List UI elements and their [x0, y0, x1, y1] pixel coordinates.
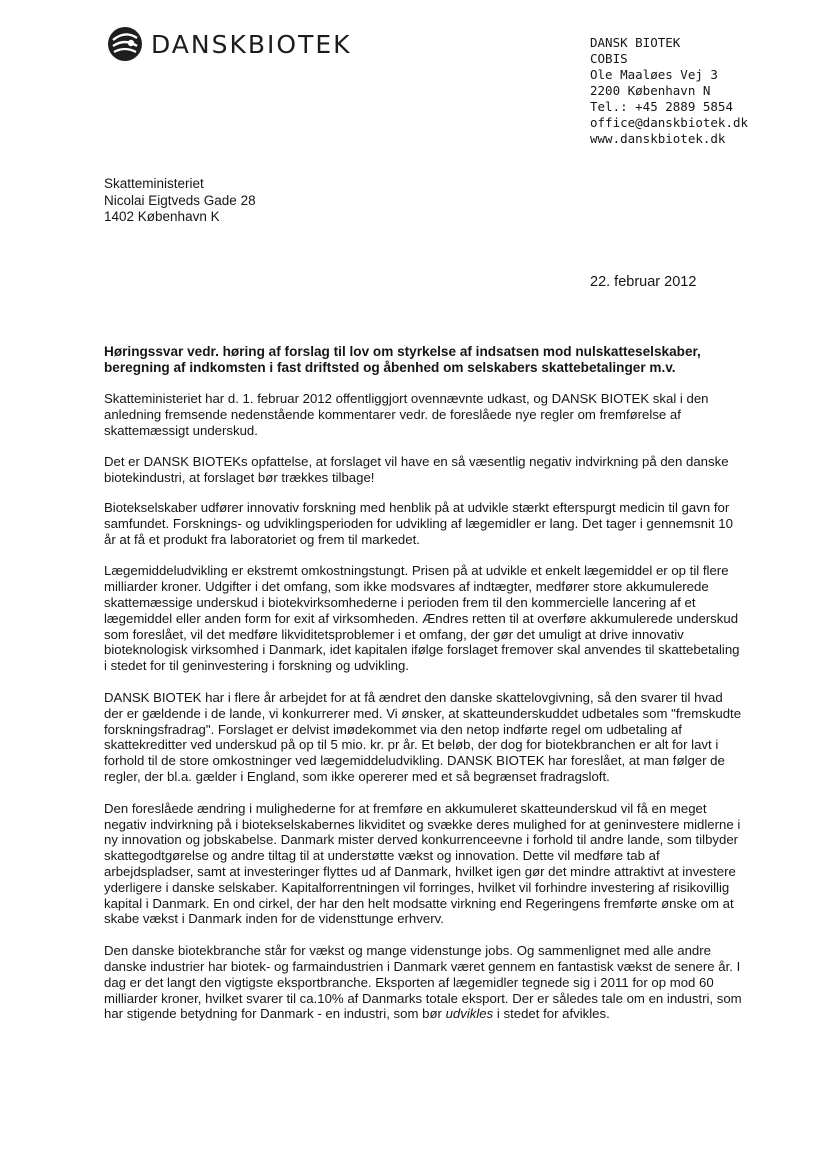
- sender-street: Ole Maaløes Vej 3: [590, 67, 718, 82]
- body-paragraph-last: [104, 943, 744, 1022]
- sender-email: office@danskbiotek.dk: [590, 115, 749, 130]
- letter-date: 22. februar 2012: [590, 274, 697, 290]
- body-paragraph: DANSK BIOTEK har i flere år arbejdet for at få ændret den danske skattelovgivning, så den svarer til hvad der er gældende i de lande, vi konkurrerer med. Vi ønsker, at skatteunderskuddet udbetales som "fremskudte forskningsfradrag". Forslaget er delvist imødekommet via den netop indførte regel om udbetaling af skattekreditter ved underskud på op til 5 mio. kr. pr år. Et beløb, der dog for biotekbranchen er alt for lavt i forhold til de store omkostninger ved lægemiddeludvikling. DANSK BIOTEK har foreslået, at man følger de regler, der bl.a. gælder i England, som ikke opererer med et så begrænset fradragsloft.: [104, 689, 742, 784]
- body-paragraph: Biotekselskaber udfører innovativ forskning med henblik på at udvikle stærkt efterspurgt medicin til gavn for samfundet. Forsknings- og udviklingsperioden for udvikling af lægemidler er lang. Det tager i gennemsnit 10 år at få et produkt fra laboratoriet og frem til markedet.: [104, 499, 733, 547]
- last-paragraph-text: Den danske biotekbranche står for vækst og mange videnstunge jobs. Og sammenlignet med alle andre danske industrier har biotek- og farmaindustrien i Danmark været gennem en fantastisk vækst de senere år. I dag er det langt den vigtigste eksportbranche. Eksporten af lægemidler tegnede sig i 2011 for op mod 60 milliarder kroner, hvilket svarer til ca.10% af Danmarks totale eksport. Der er således tale om en industri, som har stigende betydning for Danmark - en industri, som bør: [104, 943, 742, 1022]
- sender-website: www.danskbiotek.dk: [590, 131, 726, 146]
- body-paragraph: Det er DANSK BIOTEKs opfattelse, at forslaget vil have en så væsentlig negativ indvirkning på den danske biotekindustri, at forslaget bør trækkes tilbage!: [104, 454, 729, 486]
- letter-subject: Høringssvar vedr. høring af forslag til lov om styrkelse af indsatsen mod nulskatteselskaber, beregning af indkomsten i fast driftsted og åbenhed om selskabers skattebetalinger m.v.: [104, 344, 701, 375]
- sender-city: 2200 København N: [590, 83, 711, 98]
- emphasized-word: udvikles: [445, 1006, 494, 1022]
- letter-body: [104, 391, 744, 1038]
- danskbiotek-logo-icon: [107, 26, 143, 62]
- recipient-name: Skatteministeriet: [104, 176, 204, 191]
- recipient-city: 1402 København K: [104, 209, 220, 224]
- sender-phone: Tel.: +45 2889 5854: [590, 99, 733, 114]
- body-paragraph: Lægemiddeludvikling er ekstremt omkostningstungt. Prisen på at udvikle et enkelt lægemiddel er op til flere milliarder kroner. Udgifter i det omfang, som ikke modsvares af indtægter, medfører store akkumulerede skattemæssige underskud i biotekvirksomhederne i perioden frem til den kommercielle lancering af et lægemiddel eller anden form for exit af virksomheden. Ændres retten til at overføre akkumulerede underskud som foreslået, vil det medføre likviditetsproblemer i et omfang, der gør det umuligt at drive innovativ bioteknologisk virksomhed i Danmark, idet kapitalen ifølge forslaget fremover skal anvendes til skattebetaling i stedet for til geninvestering i forskning og udvikling.: [104, 563, 740, 674]
- sender-address: [590, 35, 748, 147]
- sender-name: DANSK BIOTEK: [590, 35, 681, 50]
- recipient-street: Nicolai Eigtveds Gade 28: [104, 192, 256, 208]
- body-paragraph: Den foreslåede ændring i mulighederne for at fremføre en akkumuleret skatteunderskud vil få en meget negativ indvirkning på i biotekselskabernes likviditet og svække deres mulighed for at geninvestere midlerne i ny innovation og jobskabelse. Danmark mister derved konkurrenceevne i forhold til andre lande, som tilbyder skattegodtgørelse og andre tiltag til at understøtte vækst og innovation. Dette vil medføre tab af arbejdspladser, samt at investeringer flyttes ud af Danmark, hvilket igen gør det mindre attraktivt at investere yderligere i danske selskaber. Kapitalforrentningen vil forringes, hvilket vil forhindre investering af risikovillig kapital i Danmark. En ond cirkel, der har den helt modsatte virkning end Regeringens fremførte ønske om at skabe vækst i Danmark inden for de vidensttunge erhverv.: [104, 800, 741, 927]
- recipient-address: [104, 176, 256, 226]
- letterhead-logo: [107, 26, 352, 62]
- logo-text: DANSKBIOTEK: [151, 29, 352, 59]
- sender-unit: COBIS: [590, 51, 628, 66]
- last-paragraph-end: i stedet for afvikles.: [493, 1006, 610, 1022]
- body-paragraph: Skatteministeriet har d. 1. februar 2012 offentliggjort ovennævnte udkast, og DANSK BIOTEK skal i den anledning fremsende nedenstående kommentarer vedr. de foreslåede nye regler om fremførelse af skattemæssigt underskud.: [104, 391, 709, 438]
